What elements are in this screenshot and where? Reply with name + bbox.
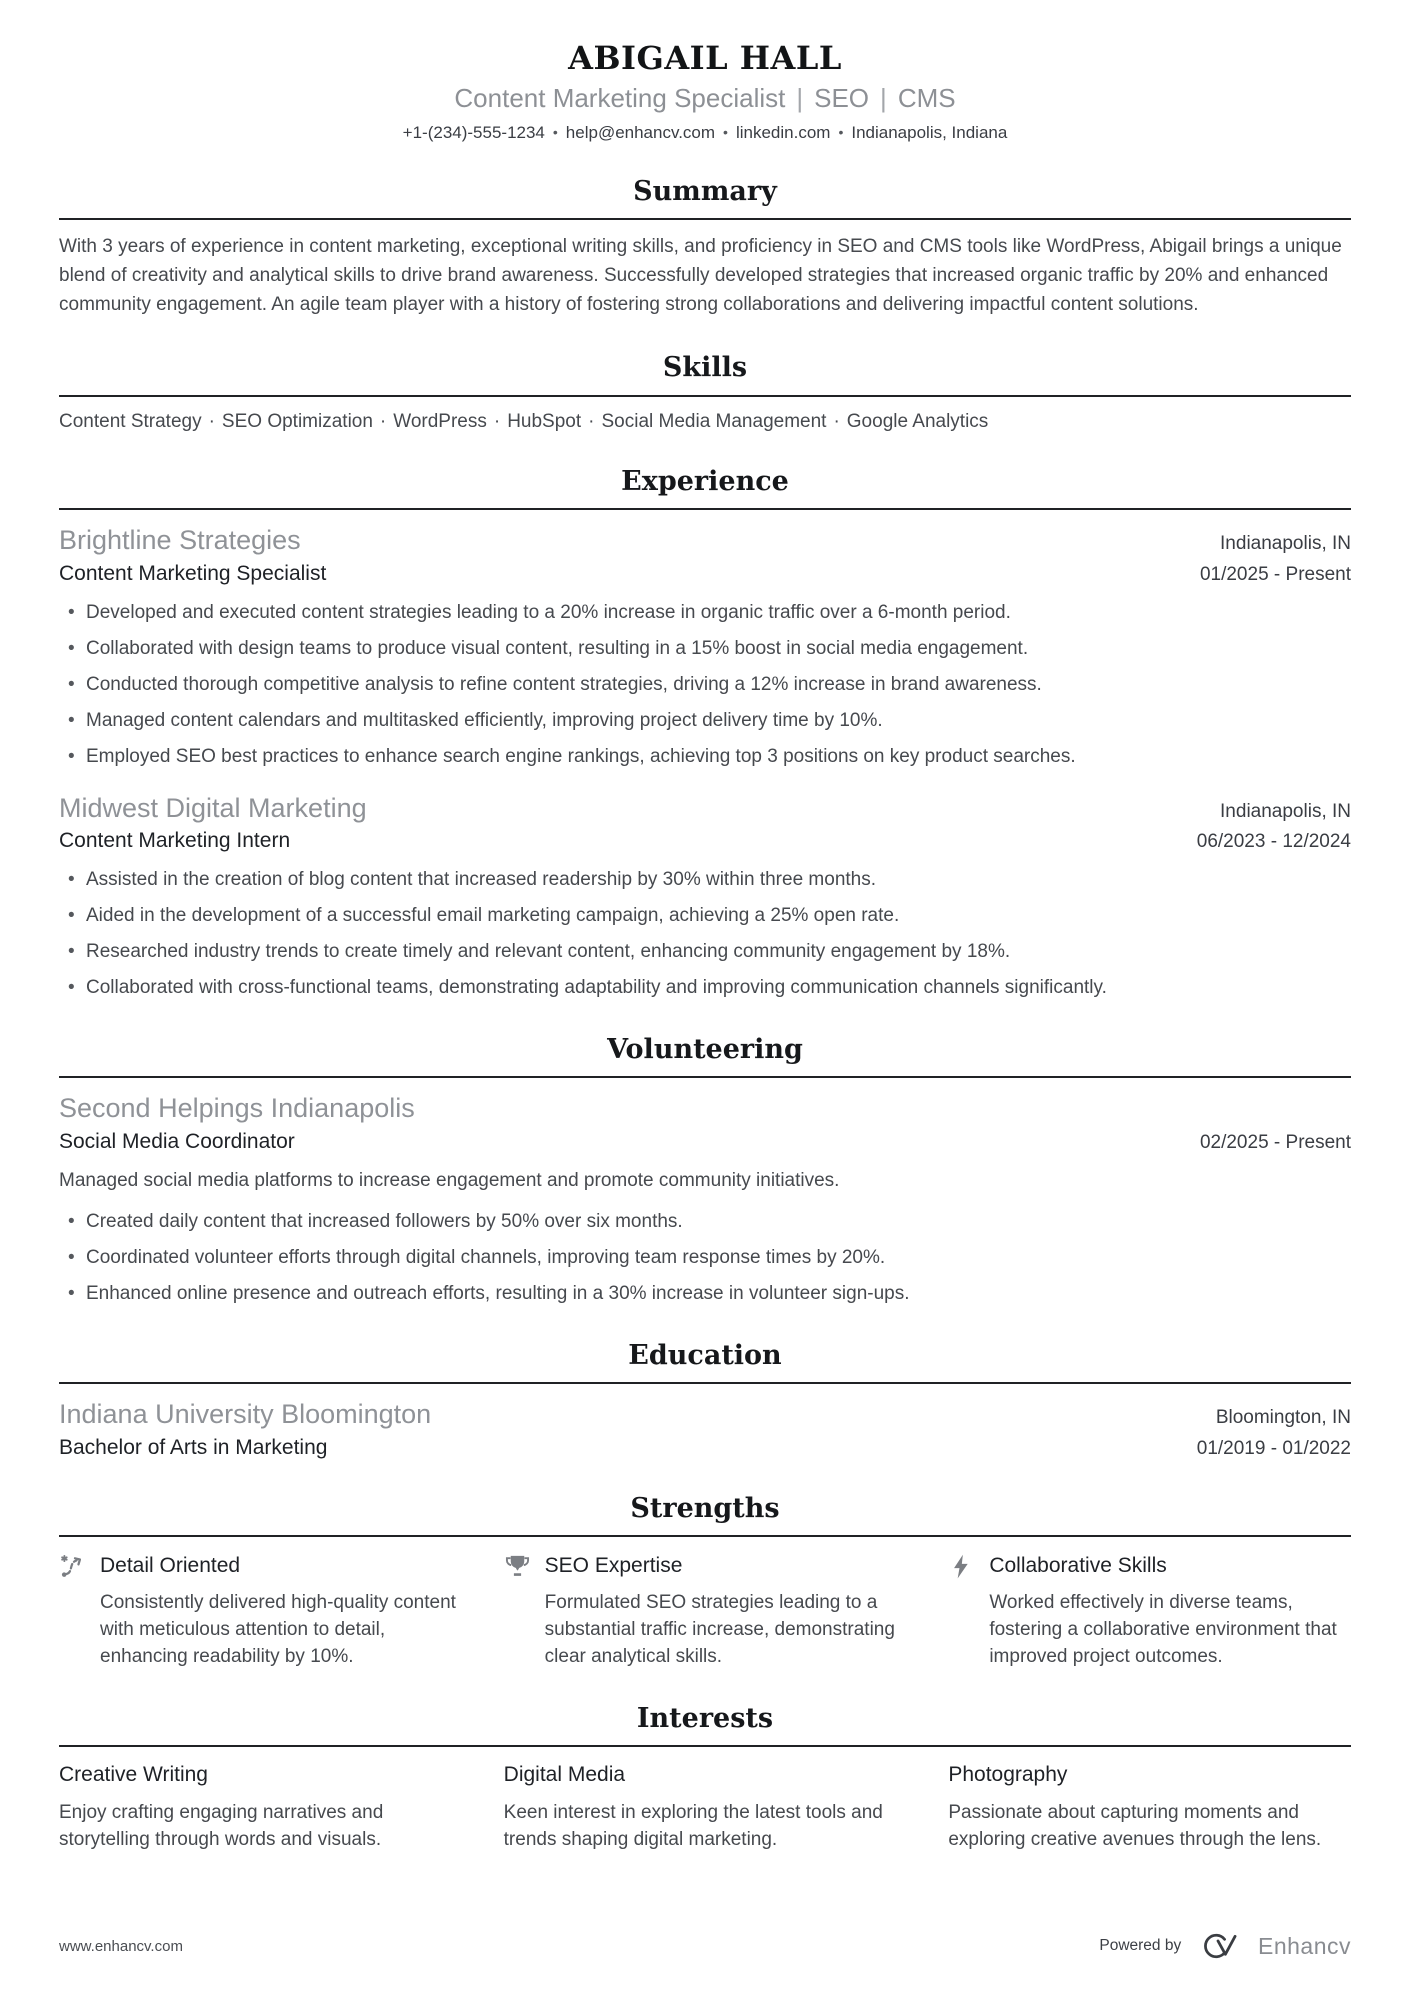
interest-text: Keen interest in exploring the latest tools and trends shaping digital marketing. <box>503 1802 883 1851</box>
skill-separator: · <box>588 410 595 432</box>
strength-card <box>59 1553 462 1670</box>
bullet-item: • Managed content calendars and multitasked efficiently, improving project delivery time by 10%. <box>59 707 1351 734</box>
headline-tag-seo: SEO <box>814 82 870 113</box>
candidate-headline <box>59 83 1351 114</box>
contact-line <box>59 123 1351 143</box>
interest-title: Photography <box>948 1763 1068 1787</box>
school-name: Indiana University Bloomington <box>59 1399 432 1430</box>
skill-item: HubSpot <box>507 410 582 432</box>
volunteer-role: Social Media Coordinator <box>59 1129 295 1153</box>
section-title: Experience <box>621 465 789 497</box>
entry-dates: 01/2019 - 01/2022 <box>1196 1437 1351 1459</box>
enhancv-logo-icon[interactable] <box>1194 1931 1245 1961</box>
skill-separator: · <box>379 410 387 432</box>
job-title: Content Marketing Specialist <box>59 561 327 585</box>
interest-text: Passionate about capturing moments and exploring creative avenues through the lens. <box>948 1802 1322 1851</box>
bullet-item: • Created daily content that increased followers by 50% over six months. <box>59 1208 1351 1235</box>
route-icon <box>59 1553 86 1580</box>
bullet-item: • Aided in the development of a successful email marketing campaign, achieving a 25% open rate. <box>59 902 1351 929</box>
organization-name: Second Helpings Indianapolis <box>59 1093 415 1124</box>
strength-title: Collaborative Skills <box>989 1554 1167 1578</box>
strength-text: Worked effectively in diverse teams, fostering a collaborative environment that improved project outcomes. <box>989 1591 1337 1667</box>
bullet-item: • Conducted thorough competitive analysis to refine content strategies, driving a 12% increase in brand awareness. <box>59 671 1351 698</box>
interest-title: Digital Media <box>503 1763 626 1787</box>
section-strengths <box>59 1493 1351 1670</box>
experience-entry <box>59 792 1351 1001</box>
company-name: Brightline Strategies <box>59 525 301 556</box>
section-title: Strengths <box>630 1492 780 1524</box>
skill-item: WordPress <box>393 410 487 432</box>
section-skills <box>59 352 1351 432</box>
strength-card <box>504 1553 907 1670</box>
skill-item: Content Strategy <box>59 410 202 432</box>
bullet-item: • Researched industry trends to create timely and relevant content, enhancing community engagement by 18%. <box>59 938 1351 965</box>
powered-by-label: Powered by <box>1099 1937 1182 1954</box>
skill-item: Social Media Management <box>601 410 827 432</box>
bullet-item: • Enhanced online presence and outreach efforts, resulting in a 30% increase in volunteer sign-ups. <box>59 1280 1351 1307</box>
summary-text: With 3 years of experience in content marketing, exceptional writing skills, and proficiency in SEO and CMS tools like WordPress, Abigail brings a unique blend of creativity and analytical skills to drive brand awareness. Successfully developed strategies that increased organic traffic by 20% and enhanced community engagement. An agile team player with a history of fostering strong collaborations and delivering impactful content solutions. <box>59 236 1342 316</box>
page-footer <box>59 1931 1351 1961</box>
job-title: Content Marketing Intern <box>59 828 291 852</box>
interest-card <box>948 1763 1351 1853</box>
powered-by-group <box>1099 1931 1351 1961</box>
headline-tag-cms: CMS <box>897 82 956 113</box>
entry-dates: 06/2023 - 12/2024 <box>1196 830 1351 852</box>
section-title: Volunteering <box>607 1033 803 1065</box>
trophy-icon <box>504 1553 531 1580</box>
education-entry <box>59 1398 1351 1459</box>
skill-item: SEO Optimization <box>221 410 373 432</box>
bullet-item: • Assisted in the creation of blog content that increased readership by 30% within three months. <box>59 866 1351 893</box>
contact-phone[interactable]: +1-(234)-555-1234 <box>402 122 545 142</box>
section-volunteering <box>59 1034 1351 1307</box>
strength-title: Detail Oriented <box>100 1554 241 1578</box>
strength-text: Consistently delivered high-quality content with meticulous attention to detail, enhancing readability by 10%. <box>100 1591 456 1667</box>
contact-linkedin[interactable]: linkedin.com <box>735 122 831 142</box>
bullet-item: • Developed and executed content strategies leading to a 20% increase in organic traffic over a 6-month period. <box>59 599 1351 626</box>
footer-website-link[interactable]: www.enhancv.com <box>59 1937 183 1955</box>
entry-dates: 01/2025 - Present <box>1199 563 1351 585</box>
section-experience <box>59 466 1351 1001</box>
skill-separator: · <box>208 410 215 432</box>
interest-card <box>504 1763 907 1853</box>
enhancv-brand-wordmark[interactable]: Enhancv <box>1257 1932 1351 1959</box>
bullet-item: • Coordinated volunteer efforts through digital channels, improving team response times by 20%. <box>59 1244 1351 1271</box>
contact-separator: • <box>552 123 558 140</box>
bullet-item: • Employed SEO best practices to enhance search engine rankings, achieving top 3 positions on key product searches. <box>59 743 1351 770</box>
section-divider <box>59 395 1351 397</box>
strength-card <box>948 1553 1351 1670</box>
volunteering-entry <box>59 1092 1351 1306</box>
section-title: Education <box>628 1339 782 1371</box>
contact-email[interactable]: help@enhancv.com <box>565 122 716 142</box>
section-summary <box>59 176 1351 319</box>
bullet-item: • Collaborated with design teams to produce visual content, resulting in a 15% boost in social media engagement. <box>59 635 1351 662</box>
section-education <box>59 1340 1351 1460</box>
entry-location: Indianapolis, IN <box>1220 533 1351 555</box>
section-title: Summary <box>633 175 777 207</box>
contact-separator: • <box>723 123 728 140</box>
skill-item: Google Analytics <box>846 410 989 432</box>
volunteering-description: Managed social media platforms to increase engagement and promote community initiatives. <box>59 1169 840 1191</box>
interest-card <box>59 1763 462 1853</box>
section-divider <box>59 218 1351 220</box>
section-divider <box>59 508 1351 510</box>
skill-separator: · <box>833 410 840 432</box>
headline-separator: | <box>880 82 887 113</box>
contact-location: Indianapolis, Indiana <box>851 122 1008 142</box>
section-interests <box>59 1703 1351 1853</box>
candidate-name: ABIGAIL HALL <box>568 39 842 77</box>
headline-role: Content Marketing Specialist <box>454 82 786 113</box>
bullet-item: • Collaborated with cross-functional teams, demonstrating adaptability and improving communication channels significantly. <box>59 974 1351 1001</box>
lightning-icon <box>948 1553 975 1580</box>
interest-text: Enjoy crafting engaging narratives and storytelling through words and visuals. <box>59 1802 384 1851</box>
interest-title: Creative Writing <box>59 1763 208 1787</box>
entry-location: Indianapolis, IN <box>1220 800 1351 822</box>
entry-location: Bloomington, IN <box>1215 1407 1351 1429</box>
degree-title: Bachelor of Arts in Marketing <box>59 1435 328 1459</box>
strength-title: SEO Expertise <box>544 1554 683 1578</box>
achievement-list <box>59 866 1351 1001</box>
achievement-list <box>59 599 1351 770</box>
entry-dates: 02/2025 - Present <box>1199 1131 1351 1153</box>
resume-header <box>59 40 1351 143</box>
skill-separator: · <box>493 410 501 432</box>
section-title: Interests <box>636 1702 774 1734</box>
section-divider <box>59 1745 1351 1747</box>
skills-list <box>59 411 1351 433</box>
experience-entry <box>59 524 1351 769</box>
achievement-list <box>59 1208 1351 1307</box>
section-divider <box>59 1076 1351 1078</box>
section-divider <box>59 1535 1351 1537</box>
company-name: Midwest Digital Marketing <box>59 792 367 823</box>
section-title: Skills <box>662 352 748 384</box>
headline-separator: | <box>796 82 804 113</box>
section-divider <box>59 1382 1351 1384</box>
strength-text: Formulated SEO strategies leading to a substantial traffic increase, demonstrating clear analytical skills. <box>544 1591 895 1667</box>
contact-separator: • <box>838 123 844 140</box>
